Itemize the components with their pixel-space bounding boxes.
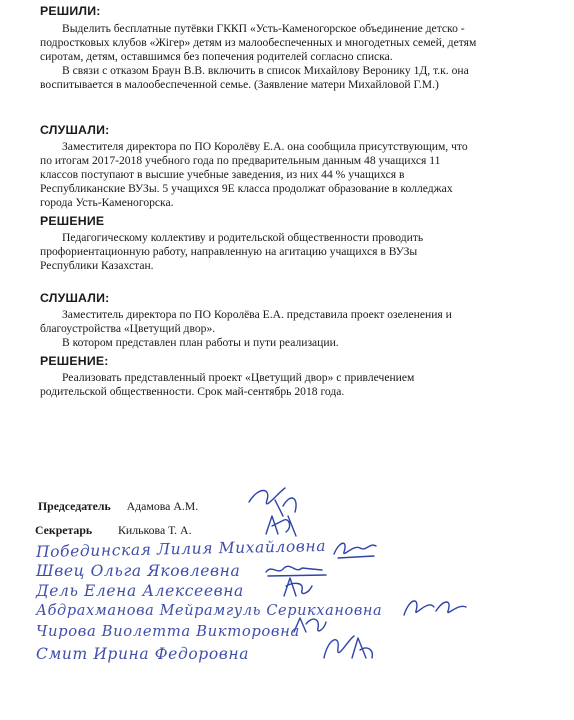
text-line: города Усть-Каменогорска. [40, 196, 174, 210]
heading-heard: СЛУШАЛИ: [40, 291, 110, 305]
text-line: Заместителя директора по ПО Королёву Е.А. она сообщила присутствующим, что [62, 140, 468, 153]
secretary-label: Секретарь [35, 523, 93, 537]
member-handwritten-3: Дель Елена Алексеевна [36, 582, 244, 600]
heading-heard: СЛУШАЛИ: [40, 123, 110, 137]
text-line: В котором представлен план работы и пути реализации. [62, 336, 339, 350]
member-signature-6 [318, 628, 378, 668]
text-line: Республиканские ВУЗы. 5 учащихся 9Е класса продолжат образование в колледжах [40, 182, 453, 196]
decision2-text [40, 231, 560, 273]
secretary-signature [262, 510, 302, 540]
member-handwritten-5: Чирова Виолетта Викторовна [36, 623, 300, 640]
member-signature-3 [278, 574, 318, 602]
text-line: классов поступают в высшие учебные заведения, из них 44 % учащихся в [40, 168, 405, 182]
member-handwritten-4: Абдрахманова Мейрамгуль Серикхановна [36, 603, 383, 619]
text-line: Педагогическому коллективу и родительской общественности проводить [62, 231, 424, 244]
member-signature-1 [330, 536, 380, 562]
text-line: родительской общественности. Срок май-сентябрь 2018 года. [40, 385, 345, 399]
secretary-line [35, 523, 192, 538]
secretary-name: Килькова Т. А. [118, 523, 192, 537]
heard1-text [40, 140, 560, 210]
text-line: Республики Казахстан. [40, 259, 154, 273]
decision3-text [40, 371, 560, 399]
member-handwritten-2: Швец Ольга Яковлевна [36, 562, 241, 580]
text-line: В связи с отказом Браун В.В. включить в список Михайлову Веронику 1Д, т.к. она [62, 64, 469, 78]
text-line: подростковых клубов «Жігер» детям из малообеспеченных и многодетных семей, детям [40, 36, 477, 50]
chair-name: Адамова А.М. [126, 499, 199, 513]
chair-label: Председатель [38, 499, 111, 513]
heading-decided: РЕШИЛИ: [40, 4, 101, 18]
member-handwritten-1: Побединская Лилия Михайловна [35, 536, 327, 562]
text-line: воспитывается в малообеспеченной семье. (Заявление матери Михайловой Г.М.) [40, 78, 439, 92]
text-line: по итогам 2017-2018 учебного года по предварительным данным 48 учащихся 11 [40, 154, 441, 168]
text-line: Реализовать представленный проект «Цветущий двор» с привлечением [62, 371, 415, 384]
heading-decision: РЕШЕНИЕ [40, 214, 105, 228]
text-line: Выделить бесплатные путёвки ГККП «Усть-Каменогорское объединение детско - [62, 22, 465, 35]
text-line: сиротам, детям, оставшимся без попечения родителей согласно списка. [40, 50, 393, 64]
member-signature-4 [400, 593, 470, 621]
heard2-text [40, 308, 560, 350]
chair-line [38, 499, 198, 514]
text-line: благоустройства «Цветущий двор». [40, 322, 216, 336]
heading-decision: РЕШЕНИЕ: [40, 354, 109, 368]
member-handwritten-6: Смит Ирина Федоровна [36, 645, 250, 663]
decision1-text [40, 22, 560, 92]
text-line: профориентационную работу, направленную на агитацию учащихся в ВУЗы [40, 245, 418, 259]
text-line: Заместитель директора по ПО Королёва Е.А. представила проект озеленения и [62, 308, 452, 321]
